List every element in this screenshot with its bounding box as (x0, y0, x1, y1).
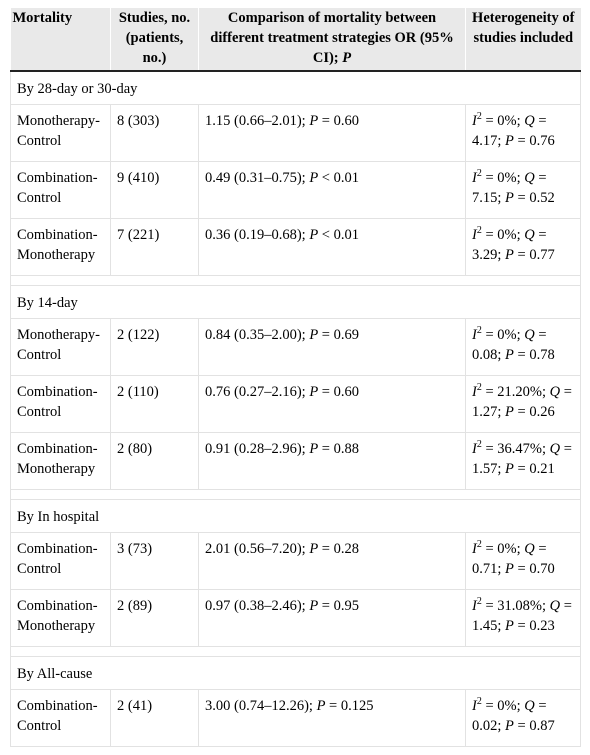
p-letter: P (505, 347, 514, 363)
header-comparison-text: Comparison of mortality between different treatment strategies OR (95% CI); (210, 10, 454, 66)
i2-superscript: 2 (476, 596, 482, 608)
comparison-cell: Monotherapy-Control (11, 105, 111, 162)
group-title: By In hospital (11, 500, 581, 533)
mortality-table (10, 8, 581, 747)
studies-cell: 2 (122) (111, 319, 199, 376)
p-value: = 0.95 (321, 598, 359, 614)
heterogeneity-cell (466, 590, 581, 647)
comparison-cell: Combination-Control (11, 162, 111, 219)
q-value: = 4.17; (472, 113, 547, 149)
p-letter: P (505, 247, 514, 263)
table-body (11, 71, 581, 747)
i2-letter: I (472, 441, 477, 457)
table-row (11, 433, 581, 490)
i2-superscript: 2 (476, 225, 482, 237)
p-letter: P (309, 441, 319, 457)
or-value: 2.01 (0.56–7.20); (205, 541, 306, 557)
p-value: = 0.88 (321, 441, 359, 457)
or-cell (199, 376, 466, 433)
heterogeneity-cell (466, 105, 581, 162)
q-value: = 0.02; (472, 698, 547, 734)
group-spacer (11, 647, 581, 657)
comparison-cell: Combination-Monotherapy (11, 219, 111, 276)
p-value: = 0.60 (321, 113, 359, 129)
p-value: = 0.28 (321, 541, 359, 557)
or-cell (199, 219, 466, 276)
studies-cell: 2 (80) (111, 433, 199, 490)
q-value: = 7.15; (472, 170, 547, 206)
spacer-cell (11, 490, 581, 500)
spacer-cell (11, 647, 581, 657)
q-letter: Q (549, 598, 561, 614)
i2-letter: I (472, 698, 477, 714)
comparison-cell: Combination-Control (11, 376, 111, 433)
i2-superscript: 2 (476, 111, 482, 123)
q-value: = 3.29; (472, 227, 547, 263)
q-value: = 0.71; (472, 541, 547, 577)
group-row (11, 71, 581, 105)
header-comparison (199, 8, 466, 71)
q-letter: Q (524, 170, 535, 186)
group-spacer (11, 276, 581, 286)
i2-value: = 0%; (485, 541, 521, 557)
i2-value: = 0%; (485, 113, 521, 129)
comparison-cell: Combination-Control (11, 533, 111, 590)
studies-cell: 9 (410) (111, 162, 199, 219)
or-cell (199, 162, 466, 219)
comparison-cell: Combination-Monotherapy (11, 433, 111, 490)
or-value: 0.97 (0.38–2.46); (205, 598, 306, 614)
studies-cell: 3 (73) (111, 533, 199, 590)
or-cell (199, 690, 466, 747)
i2-value: = 31.08%; (485, 598, 547, 614)
i2-letter: I (472, 170, 477, 186)
i2-value: = 36.47%; (485, 441, 547, 457)
or-cell (199, 105, 466, 162)
p-value: = 0.69 (321, 327, 359, 343)
p-letter: P (309, 113, 319, 129)
i2-letter: I (472, 384, 477, 400)
heterogeneity-p-value: = 0.76 (517, 133, 555, 149)
q-letter: Q (549, 441, 561, 457)
table-header (11, 8, 581, 71)
i2-superscript: 2 (476, 439, 482, 451)
i2-letter: I (472, 541, 477, 557)
p-value: = 0.60 (321, 384, 359, 400)
studies-cell: 2 (41) (111, 690, 199, 747)
p-letter: P (505, 190, 514, 206)
p-letter: P (309, 170, 319, 186)
group-title: By 28-day or 30-day (11, 71, 581, 105)
q-value: = 1.45; (472, 598, 572, 634)
group-spacer (11, 490, 581, 500)
i2-superscript: 2 (476, 696, 482, 708)
i2-superscript: 2 (476, 539, 482, 551)
or-cell (199, 319, 466, 376)
heterogeneity-cell (466, 690, 581, 747)
heterogeneity-p-value: = 0.78 (517, 347, 555, 363)
q-letter: Q (524, 113, 535, 129)
or-value: 0.91 (0.28–2.96); (205, 441, 306, 457)
group-row (11, 286, 581, 319)
i2-letter: I (472, 327, 477, 343)
heterogeneity-cell (466, 319, 581, 376)
table-row (11, 533, 581, 590)
i2-superscript: 2 (476, 325, 482, 337)
p-letter: P (316, 698, 326, 714)
header-heterogeneity: Heterogeneity of studies included (466, 8, 581, 71)
or-value: 0.49 (0.31–0.75); (205, 170, 306, 186)
table-row (11, 590, 581, 647)
or-value: 0.84 (0.35–2.00); (205, 327, 306, 343)
comparison-cell: Combination-Control (11, 690, 111, 747)
table-row (11, 376, 581, 433)
comparison-cell: Combination-Monotherapy (11, 590, 111, 647)
q-value: = 0.08; (472, 327, 547, 363)
p-letter: P (309, 541, 319, 557)
i2-value: = 0%; (485, 698, 521, 714)
q-letter: Q (524, 327, 535, 343)
p-value: = 0.125 (329, 698, 374, 714)
table-row (11, 319, 581, 376)
p-letter: P (505, 618, 514, 634)
heterogeneity-cell (466, 162, 581, 219)
table-row (11, 162, 581, 219)
i2-value: = 0%; (485, 227, 521, 243)
studies-cell: 8 (303) (111, 105, 199, 162)
p-letter: P (505, 404, 514, 420)
spacer-cell (11, 276, 581, 286)
q-value: = 1.27; (472, 384, 572, 420)
i2-value: = 21.20%; (485, 384, 547, 400)
or-cell (199, 433, 466, 490)
heterogeneity-cell (466, 219, 581, 276)
q-letter: Q (549, 384, 561, 400)
header-comparison-p: P (342, 50, 352, 66)
heterogeneity-p-value: = 0.77 (517, 247, 555, 263)
i2-letter: I (472, 227, 477, 243)
i2-letter: I (472, 598, 477, 614)
i2-superscript: 2 (476, 168, 482, 180)
studies-cell: 7 (221) (111, 219, 199, 276)
or-value: 3.00 (0.74–12.26); (205, 698, 313, 714)
i2-letter: I (472, 113, 477, 129)
group-title: By All-cause (11, 657, 581, 690)
heterogeneity-cell (466, 533, 581, 590)
p-value: < 0.01 (321, 227, 359, 243)
i2-value: = 0%; (485, 327, 521, 343)
or-value: 0.76 (0.27–2.16); (205, 384, 306, 400)
p-letter: P (505, 718, 514, 734)
heterogeneity-p-value: = 0.26 (517, 404, 555, 420)
or-cell (199, 590, 466, 647)
heterogeneity-p-value: = 0.70 (517, 561, 555, 577)
table-row (11, 105, 581, 162)
studies-cell: 2 (89) (111, 590, 199, 647)
group-row (11, 500, 581, 533)
or-value: 0.36 (0.19–0.68); (205, 227, 306, 243)
group-row (11, 657, 581, 690)
group-title: By 14-day (11, 286, 581, 319)
header-mortality: Mortality (11, 8, 111, 71)
comparison-cell: Monotherapy-Control (11, 319, 111, 376)
p-value: < 0.01 (321, 170, 359, 186)
q-value: = 1.57; (472, 441, 572, 477)
heterogeneity-p-value: = 0.23 (517, 618, 555, 634)
i2-value: = 0%; (485, 170, 521, 186)
heterogeneity-p-value: = 0.52 (517, 190, 555, 206)
heterogeneity-p-value: = 0.21 (517, 461, 555, 477)
header-studies: Studies, no. (patients, no.) (111, 8, 199, 71)
q-letter: Q (524, 698, 535, 714)
or-value: 1.15 (0.66–2.01); (205, 113, 306, 129)
p-letter: P (309, 327, 319, 343)
studies-cell: 2 (110) (111, 376, 199, 433)
i2-superscript: 2 (476, 382, 482, 394)
p-letter: P (309, 384, 319, 400)
p-letter: P (505, 133, 514, 149)
table-row (11, 219, 581, 276)
p-letter: P (309, 598, 319, 614)
p-letter: P (505, 561, 514, 577)
q-letter: Q (524, 541, 535, 557)
heterogeneity-cell (466, 433, 581, 490)
p-letter: P (505, 461, 514, 477)
or-cell (199, 533, 466, 590)
q-letter: Q (524, 227, 535, 243)
heterogeneity-p-value: = 0.87 (517, 718, 555, 734)
heterogeneity-cell (466, 376, 581, 433)
table-row (11, 690, 581, 747)
p-letter: P (309, 227, 319, 243)
